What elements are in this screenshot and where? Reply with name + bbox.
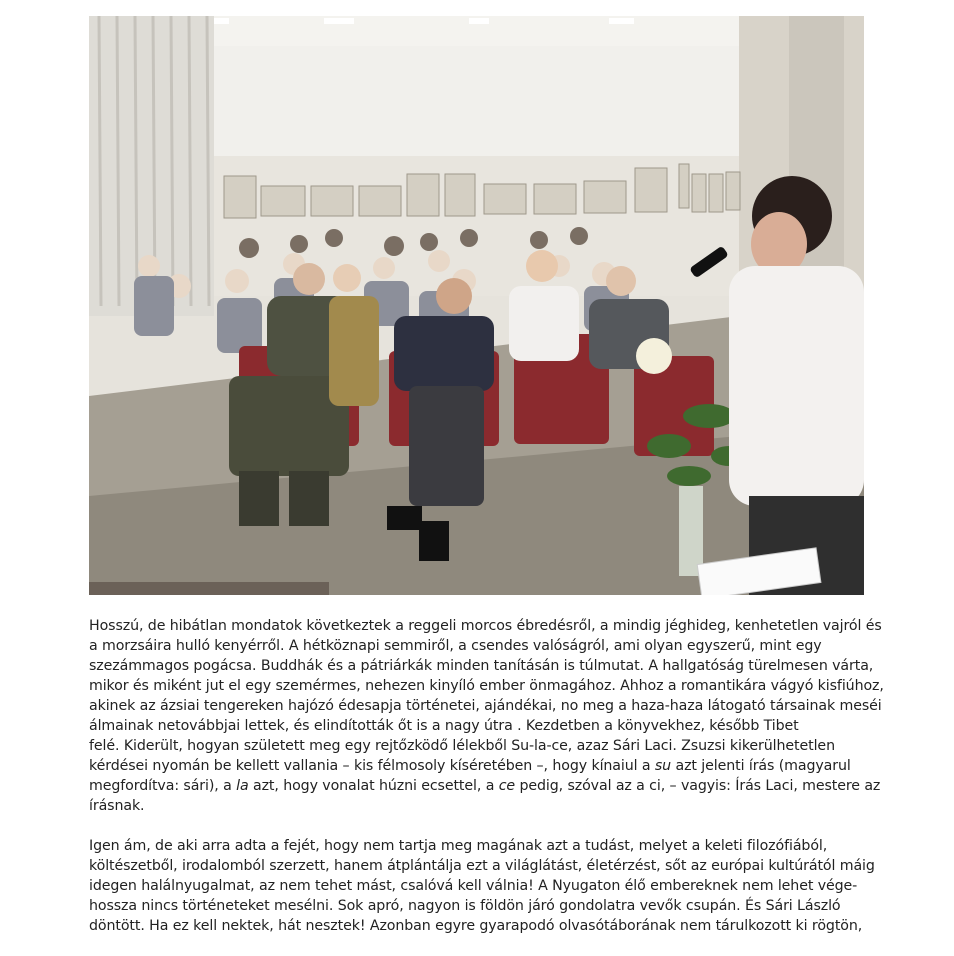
text-run: döntött. Ha ez kell nektek, hát nesztek! Azonban egyre gyarapodó olvasótáborának nem tárulkozott ki rögtön, [89, 918, 863, 934]
text-line [89, 736, 864, 756]
text-run: írásnak. [89, 798, 145, 814]
text-line [89, 676, 884, 696]
text-run: költészetből, irodalomból szerzett, hanem átplántálja ezt a világlátást, életérzést, sőt az európai kultúrától máig [89, 858, 875, 874]
text-run: mikor és miként jut el egy szemérmes, nehezen kinyíló ember önmagához. Ahhoz a romantikára vágyó kisfiúhoz, [89, 678, 884, 694]
text-line [89, 916, 864, 936]
text-run: azt jelenti írás (magyarul [671, 758, 851, 774]
text-line [89, 836, 864, 856]
text-line [89, 636, 864, 656]
text-run: Hosszú, de hibátlan mondatok következtek a reggeli morcos ébredésről, a mindig jéghideg, kenhetetlen vajról és [89, 618, 882, 634]
text-run: azt, hogy vonalat húzni ecsettel, a [248, 778, 499, 794]
article-text [89, 616, 884, 956]
text-line [89, 776, 881, 796]
text-run: megfordítva: sári), a [89, 778, 237, 794]
italic-term: su [654, 758, 672, 774]
text-line [89, 796, 864, 816]
paragraph-2 [89, 836, 875, 936]
text-run: álmainak netovábbjai lettek, és elindították őt is a nagy útra . Kezdetben a könyvekhez, később Tibet [89, 718, 799, 734]
text-run: Igen ám, de aki arra adta a fejét, hogy nem tartja meg magának azt a tudást, melyet a keleti filozófiából, [89, 838, 828, 854]
italic-term: ce [498, 778, 516, 794]
text-line [89, 656, 874, 676]
text-run: pedig, szóval az a ci, – vagyis: Írás Laci, mestere az [515, 778, 881, 794]
text-run: a morzsáira hulló kenyérről. A hétköznapi semmiről, a csendes valóságról, ami olyan egyszerű, mint egy [89, 638, 822, 654]
italic-term: la [236, 778, 249, 794]
text-line [89, 856, 875, 876]
text-run: szezámmagos pogácsa. Buddhák és a pátriárkák minden tanításán is túlmutat. A hallgatóság türelmesen várta, [89, 658, 874, 674]
text-run: hossza nincs történeteket mesélni. Sok apró, nagyon is földön járó gondolatra vevők csupán. És Sári László [89, 898, 841, 914]
text-line [89, 716, 864, 736]
text-line [89, 896, 864, 916]
text-line [89, 616, 882, 636]
text-run: akinek az ázsiai tengereken hajózó édesapja történetei, ajándékai, no meg a haza-haza látogató társainak meséi [89, 698, 882, 714]
event-photo [89, 16, 864, 595]
text-run: kérdései nyomán be kellett vallania – kis félmosoly kíséretében –, hogy kínaiul a [89, 758, 655, 774]
paragraph-1 [89, 616, 884, 816]
text-run: idegen halálnyugalmat, az nem tehet mást, csalóvá kell válnia! A Nyugaton élő embereknek nem lehet vége- [89, 878, 858, 894]
text-line [89, 756, 864, 776]
text-run: felé. Kiderült, hogyan született meg egy rejtőzködő lélekből Su-la-ce, azaz Sári Laci. Zsuzsi kikerülhetetlen [89, 738, 835, 754]
text-line [89, 696, 882, 716]
text-line [89, 876, 864, 896]
